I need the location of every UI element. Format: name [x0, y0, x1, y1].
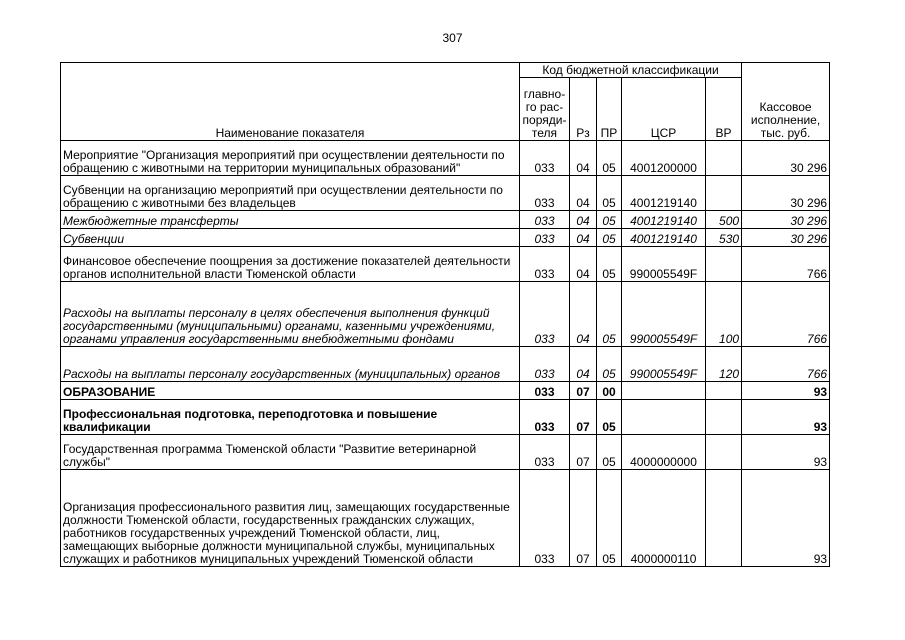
row-name: Межбюджетные трансферты	[61, 211, 520, 229]
row-pr: 05	[597, 247, 622, 282]
row-vr	[706, 247, 742, 282]
header-name: Наименование показателя	[61, 63, 520, 141]
row-name: Субвенции	[61, 229, 520, 247]
row-pr: 00	[597, 382, 622, 400]
row-csr: 990005549F	[622, 282, 706, 347]
header-row-1	[61, 63, 830, 78]
row-grbs: 033	[520, 229, 570, 247]
row-amount: 766	[742, 282, 830, 347]
table-row	[61, 470, 830, 567]
row-vr: 530	[706, 229, 742, 247]
table-row	[61, 229, 830, 247]
row-amount: 30 296	[742, 229, 830, 247]
row-csr: 990005549F	[622, 347, 706, 382]
row-name: Профессиональная подготовка, переподготовка и повышение квалификации	[61, 400, 520, 435]
row-grbs: 033	[520, 400, 570, 435]
budget-table	[60, 62, 830, 567]
table-row	[61, 247, 830, 282]
table-row	[61, 176, 830, 211]
row-pr: 05	[597, 211, 622, 229]
row-amount: 766	[742, 247, 830, 282]
header-csr: ЦСР	[622, 78, 706, 141]
row-csr: 4001200000	[622, 141, 706, 176]
row-pr: 05	[597, 141, 622, 176]
row-grbs: 033	[520, 470, 570, 567]
row-rz: 07	[570, 470, 597, 567]
row-grbs: 033	[520, 247, 570, 282]
row-rz: 07	[570, 435, 597, 470]
header-rz: Рз	[570, 78, 597, 141]
row-name: Организация профессионального развития лиц, замещающих государственные должности Тюменской области, государственных гражданских служащих, работников государственных учреждений Тюменской области, лиц, замещающих выборные должности муниципальной службы, муниципальных служащих и работников муниципальных учреждений Тюменской области	[61, 470, 520, 567]
row-amount: 30 296	[742, 211, 830, 229]
row-rz: 07	[570, 400, 597, 435]
row-rz: 04	[570, 282, 597, 347]
header-pr: ПР	[597, 78, 622, 141]
row-vr	[706, 470, 742, 567]
page-number: 307	[442, 31, 463, 45]
row-amount: 766	[742, 347, 830, 382]
row-vr	[706, 435, 742, 470]
row-name: ОБРАЗОВАНИЕ	[61, 382, 520, 400]
row-rz: 04	[570, 247, 597, 282]
row-rz: 04	[570, 141, 597, 176]
header-vr: ВР	[706, 78, 742, 141]
row-pr: 05	[597, 176, 622, 211]
row-name: Расходы на выплаты персоналу государственных (муниципальных) органов	[61, 347, 520, 382]
row-csr: 4001219140	[622, 176, 706, 211]
row-vr: 500	[706, 211, 742, 229]
table-row	[61, 347, 830, 382]
row-csr	[622, 382, 706, 400]
row-pr: 05	[597, 470, 622, 567]
row-amount: 30 296	[742, 141, 830, 176]
row-rz: 04	[570, 229, 597, 247]
row-vr	[706, 400, 742, 435]
row-pr: 05	[597, 347, 622, 382]
header-grbs: главно-го рас-поряди-теля	[520, 78, 570, 141]
table-row	[61, 282, 830, 347]
row-grbs: 033	[520, 282, 570, 347]
row-amount: 93	[742, 400, 830, 435]
header-exec: Кассовое исполнение, тыс. руб.	[742, 63, 830, 141]
row-pr: 05	[597, 229, 622, 247]
row-vr	[706, 141, 742, 176]
row-vr	[706, 382, 742, 400]
row-csr: 4000000000	[622, 435, 706, 470]
row-grbs: 033	[520, 382, 570, 400]
row-pr: 05	[597, 435, 622, 470]
row-vr: 100	[706, 282, 742, 347]
row-rz: 07	[570, 382, 597, 400]
table-row	[61, 400, 830, 435]
header-code-group: Код бюджетной классификации	[520, 63, 742, 78]
row-grbs: 033	[520, 211, 570, 229]
row-rz: 04	[570, 176, 597, 211]
table-row	[61, 141, 830, 176]
row-grbs: 033	[520, 176, 570, 211]
row-vr: 120	[706, 347, 742, 382]
row-grbs: 033	[520, 435, 570, 470]
row-rz: 04	[570, 211, 597, 229]
row-name: Субвенции на организацию мероприятий при осуществлении деятельности по обращению с животными без владельцев	[61, 176, 520, 211]
row-name: Государственная программа Тюменской области "Развитие ветеринарной службы"	[61, 435, 520, 470]
row-name: Мероприятие "Организация мероприятий при осуществлении деятельности по обращению с животными на территории муниципальных образований"	[61, 141, 520, 176]
row-csr: 4001219140	[622, 211, 706, 229]
row-csr: 4000000110	[622, 470, 706, 567]
row-rz: 04	[570, 347, 597, 382]
row-csr: 4001219140	[622, 229, 706, 247]
row-amount: 93	[742, 435, 830, 470]
row-grbs: 033	[520, 347, 570, 382]
row-pr: 05	[597, 282, 622, 347]
row-amount: 93	[742, 382, 830, 400]
table-row	[61, 211, 830, 229]
table-body	[61, 141, 830, 567]
table-row	[61, 435, 830, 470]
row-amount: 30 296	[742, 176, 830, 211]
row-name: Финансовое обеспечение поощрения за достижение показателей деятельности органов исполнительной власти Тюменской области	[61, 247, 520, 282]
table-row	[61, 382, 830, 400]
row-name: Расходы на выплаты персоналу в целях обеспечения выполнения функций государственными (муниципальными) органами, казенными учреждениями, органами управления государственными внебюджетными фондами	[61, 282, 520, 347]
row-amount: 93	[742, 470, 830, 567]
row-csr: 990005549F	[622, 247, 706, 282]
row-vr	[706, 176, 742, 211]
row-csr	[622, 400, 706, 435]
row-pr: 05	[597, 400, 622, 435]
row-grbs: 033	[520, 141, 570, 176]
